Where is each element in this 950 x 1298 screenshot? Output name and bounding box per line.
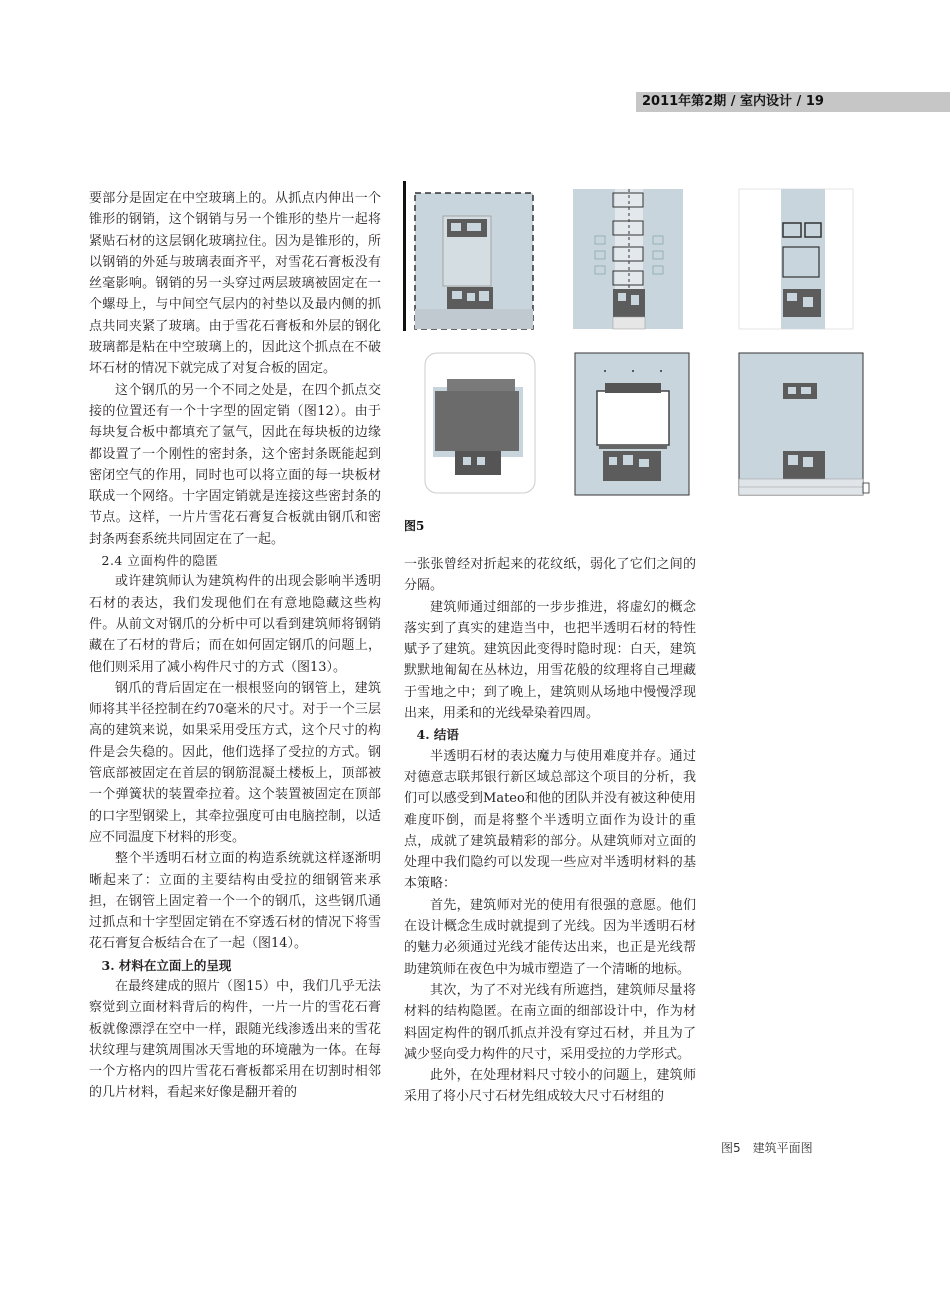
paragraph: 在最终建成的照片（图15）中，我们几乎无法察觉到立面材料背后的构件，一片一片的雪花石膏板就像漂浮在空中一样，跟随光线渗透出来的雪花状纹理与建筑周围冰天雪地的环境融为一体。在每一个方格内的四片雪花石膏板都采用在切割时相邻的几片材料，看起来好像是翻开着的 (89, 978, 381, 1101)
paragraph: 其次，为了不对光线有所遮挡，建筑师尽量将材料的结构隐匿。在南立面的细部设计中，作为材料固定构件的钢爪抓点并没有穿过石材，并且为了减少竖向受力构件的尺寸，采用受拉的力学形式。 (404, 982, 696, 1062)
paragraph: 建筑师通过细部的一步步推进，将虚幻的概念落实到了真实的建造当中，也把半透明石材的特性赋予了建筑。建筑因此变得时隐时现：白天，建筑默默地匍匐在丛林边，用雪花般的纹理将自己埋藏于雪地之中；到了晚上，建筑则从场地中慢慢浮现出来，用柔和的光线晕染着四周。 (404, 599, 696, 722)
figure-caption: 图5 建筑平面图 (721, 1141, 813, 1155)
paragraph: 半透明石材的表达魔力与使用难度并存。通过对德意志联邦银行新区域总部这个项目的分析，我们可以感受到Mateo和他的团队并没有被这种使用难度吓倒，而是将整个半透明立面作为设计的重点，成就了建筑最精彩的部分。从建筑师对立面的处理中我们隐约可以发现一些应对半透明材料的基本策略： (404, 748, 696, 892)
paragraph: 钢爪的背后固定在一根根竖向的钢管上，建筑师将其半径控制在约70毫米的尺寸。对于一个三层高的建筑来说，如果采用受压方式，这个尺寸的构件是会失稳的。因此，他们选择了受拉的方式。钢管底部被固定在首层的钢筋混凝土楼板上，顶部被一个弹簧状的装置牵拉着。这个装置被固定在顶部的口字型钢梁上，其牵拉强度可由电脑控制，以适应不同温度下材料的形变。 (89, 680, 381, 845)
floor-plans-graphic (403, 181, 873, 511)
paragraph: 首先，建筑师对光的使用有很强的意愿。他们在设计概念生成时就提到了光线。因为半透明石材的魅力必须通过光线才能传达出来，也正是光线帮助建筑师在夜色中为城市塑造了一个清晰的地标。 (404, 897, 696, 977)
floor-plan-5 (575, 353, 689, 495)
left-column (89, 188, 381, 1104)
floor-plan-3 (739, 189, 853, 329)
paragraph: 这个钢爪的另一个不同之处是，在四个抓点交接的位置还有一个十字型的固定销（图12）。由于每块复合板中都填充了氩气，因此在每块板的边缘都设置了一个刚性的密封条，这个密封条既能起到密闭空气的作用，同时也可以将立面的每一块板材联成一个网络。十字固定销就是连接这些密封条的节点。这样，一片片雪花石膏复合板就由钢爪和密封条两套系统共同固定在了一起。 (89, 382, 381, 547)
paragraph: 要部分是固定在中空玻璃上的。从抓点内伸出一个锥形的钢销，这个钢销与另一个锥形的垫片一起将紧贴石材的这层钢化玻璃拉住。因为是锥形的，所以钢销的外延与玻璃表面齐平，对雪花石膏板没有丝毫影响。钢销的另一头穿过两层玻璃被固定在一个螺母上，与中间空气层内的衬垫以及最内侧的抓点共同夹紧了玻璃。由于雪花石膏板和外层的钢化玻璃都是粘在中空玻璃上的，因此这个抓点在不破坏石材的情况下就完成了对复合板的固定。 (89, 191, 381, 377)
section-heading-3: 3. 材料在立面上的呈现 (101, 957, 232, 973)
floor-plans-figure (403, 181, 873, 511)
floor-plan-4 (425, 353, 535, 493)
middle-column (404, 554, 696, 1108)
floor-plan-1 (403, 181, 535, 331)
paragraph: 或许建筑师认为建筑构件的出现会影响半透明石材的表达，我们发现他们在有意地隐藏这些构件。从前文对钢爪的分析中可以看到建筑师将钢销藏在了石材的背后；而在如何固定钢爪的问题上，他们则采用了减小构件尺寸的方式（图13）。 (89, 574, 381, 675)
floor-plan-2 (573, 189, 683, 329)
floor-plan-6 (739, 353, 869, 495)
section-heading-4: 4. 结语 (416, 727, 459, 743)
paragraph: 整个半透明石材立面的构造系统就这样逐渐明晰起来了：立面的主要结构由受拉的细钢管来承担，在钢管上固定着一个一个的钢爪，这些钢爪通过抓点和十字型固定销在不穿透石材的情况下将雪花石膏复合板结合在了一起（图14）。 (89, 851, 381, 952)
running-header: 2011年第2期 / 室内设计 / 19 (642, 94, 824, 109)
section-heading-2-4: 2.4 立面构件的隐匿 (101, 553, 219, 569)
paragraph: 此外，在处理材料尺寸较小的问题上，建筑师采用了将小尺寸石材先组成较大尺寸石材组的 (404, 1068, 696, 1105)
figure-label: 图5 (404, 519, 425, 533)
running-header-bar (636, 92, 950, 112)
paragraph: 一张张曾经对折起来的花纹纸，弱化了它们之间的分隔。 (404, 557, 696, 594)
